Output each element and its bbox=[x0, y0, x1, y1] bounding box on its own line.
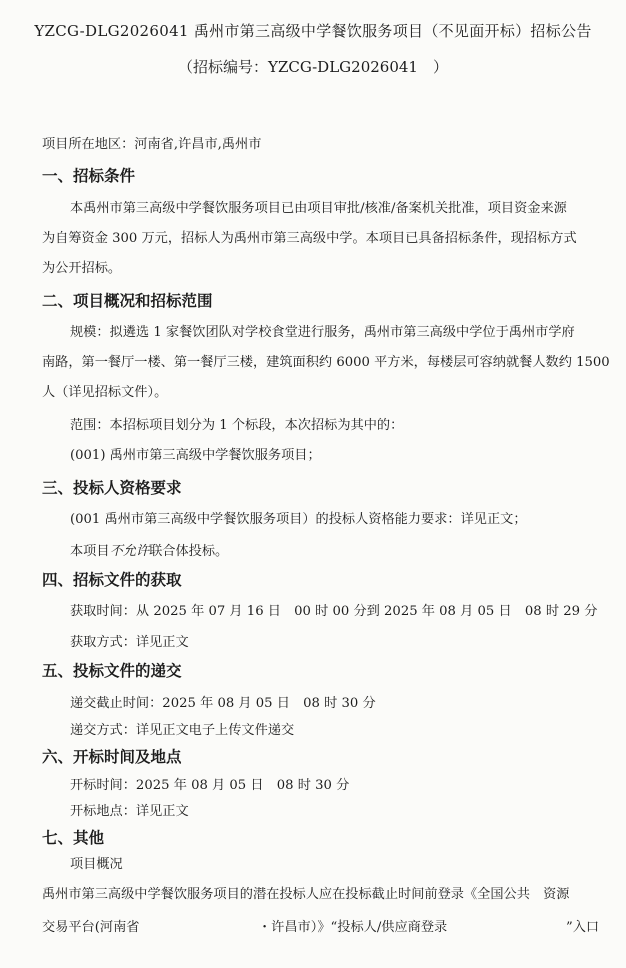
section-heading-1: 一、招标条件 bbox=[42, 167, 136, 185]
joint-text: 本项目 bbox=[70, 544, 110, 559]
project-location: 项目所在地区：河南省,许昌市,禹州市 bbox=[42, 137, 262, 152]
paragraph: (001) 禹州市第三高级中学餐饮服务项目； bbox=[70, 448, 321, 463]
paragraph: 本禹州市第三高级中学餐饮服务项目已由项目审批/核准/备案机关批准，项目资金来源 bbox=[70, 201, 567, 216]
paragraph: ”入口 bbox=[566, 920, 600, 935]
paragraph bbox=[70, 321, 575, 340]
section-heading-6: 六、开标时间及地点 bbox=[42, 748, 182, 766]
paragraph: 项目概况 bbox=[70, 857, 123, 872]
section-heading-2: 二、项目概况和招标范围 bbox=[42, 292, 213, 310]
paragraph: 南路，第一餐厅一楼、第一餐厅三楼，建筑面积约 6000 平方米，每楼层可容纳就餐人数约 1500 bbox=[42, 355, 610, 370]
section-heading-7: 七、其他 bbox=[42, 829, 105, 847]
paragraph: 获取方式：详见正文 bbox=[70, 635, 189, 650]
joint-emphasis: 不允许 bbox=[109, 544, 150, 559]
paragraph: 开标时间：2025 年 08 月 05 日 08 时 30 分 bbox=[70, 778, 350, 793]
section-heading-4: 四、招标文件的获取 bbox=[42, 571, 182, 589]
paragraph: 人（详见招标文件）。 bbox=[42, 385, 168, 400]
paragraph: (001 禹州市第三高级中学餐饮服务项目）的投标人资格能力要求：详见正文； bbox=[70, 512, 527, 527]
paragraph: 递交截止时间：2025 年 08 月 05 日 08 时 30 分 bbox=[70, 696, 376, 711]
scale-label: 规模 bbox=[70, 325, 97, 340]
paragraph: 禹州市第三高级中学餐饮服务项目的潜在投标人应在投标截止时间前登录《全国公共 资源 bbox=[42, 887, 570, 902]
paragraph bbox=[70, 540, 228, 559]
paragraph: 范围：本招标项目划分为 1 个标段，本次招标为其中的： bbox=[70, 418, 404, 433]
paragraph: 为公开招标。 bbox=[42, 261, 122, 276]
paragraph: ・许昌市）》“投标人/供应商登录 bbox=[258, 920, 448, 935]
paragraph: 为自筹资金 300 万元，招标人为禹州市第三高级中学。本项目已具备招标条件，现招标方式 bbox=[42, 231, 577, 246]
paragraph: 开标地点：详见正文 bbox=[70, 804, 189, 819]
joint-text: 联合体投标。 bbox=[149, 544, 229, 559]
paragraph: 递交方式：详见正文电子上传文件递交 bbox=[70, 723, 295, 738]
paragraph: 交易平台(河南省 bbox=[42, 920, 140, 935]
paragraph: 获取时间：从 2025 年 07 月 16 日 00 时 00 分到 2025 年 08 月 05 日 08 时 29 分 bbox=[70, 604, 598, 619]
section-heading-5: 五、投标文件的递交 bbox=[42, 662, 182, 680]
scale-text: ：拟遴选 1 家餐饮团队对学校食堂进行服务，禹州市第三高级中学位于禹州市学府 bbox=[96, 325, 575, 340]
section-heading-3: 三、投标人资格要求 bbox=[42, 479, 182, 497]
tender-number: （招标编号：YZCG-DLG2026041 ） bbox=[178, 58, 448, 76]
notice-title: YZCG-DLG2026041 禹州市第三高级中学餐饮服务项目（不见面开标）招标公告 bbox=[34, 22, 592, 40]
